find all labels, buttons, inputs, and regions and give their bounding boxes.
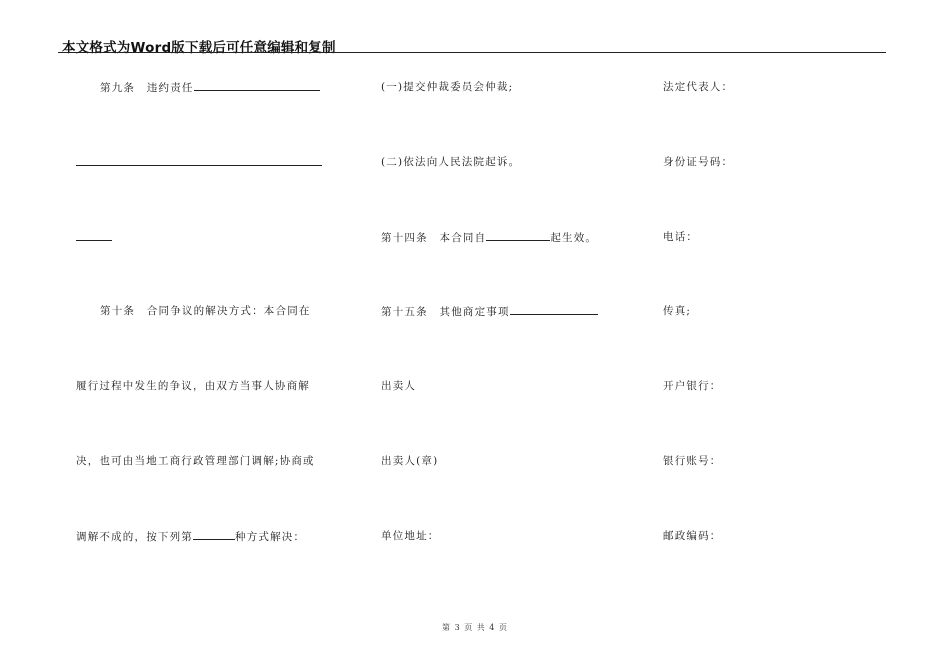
fill-blank	[76, 230, 112, 241]
page-number: 第 3 页 共 4 页	[442, 623, 508, 632]
document-header-title: 本文格式为Word版下载后可任意编辑和复制	[62, 40, 336, 56]
arbitration-option: (一)提交仲裁委员会仲裁;	[381, 81, 514, 93]
article-14-text-a: 第十四条 本合同自	[381, 232, 487, 244]
seller-label: 出卖人	[381, 380, 417, 392]
resolution-text-a: 调解不成的，按下列第	[76, 531, 193, 543]
fill-blank	[194, 80, 320, 91]
unit-address-label: 单位地址：	[381, 530, 440, 542]
article-14-line	[381, 230, 597, 245]
court-option: (二)依法向人民法院起诉。	[381, 156, 521, 168]
article-10-line-4	[76, 529, 305, 544]
article-10-line-2: 履行过程中发生的争议，由双方当事人协商解	[76, 380, 310, 392]
postal-code-label: 邮政编码：	[663, 530, 722, 542]
article-10-line: 第十条 合同争议的解决方式：本合同在	[100, 305, 311, 317]
header-divider	[58, 52, 886, 53]
blank-line-full	[76, 155, 322, 170]
article-15-line	[381, 304, 598, 319]
bank-label: 开户银行：	[663, 380, 722, 392]
fill-blank	[193, 529, 235, 540]
article-10-line-3: 决，也可由当地工商行政管理部门调解;协商或	[76, 455, 315, 467]
fax-label: 传真;	[663, 305, 692, 317]
id-number-label: 身份证号码：	[663, 156, 734, 168]
fill-blank	[510, 304, 598, 315]
article-15-text: 第十五条 其他商定事项	[381, 306, 510, 318]
phone-label: 电话：	[663, 231, 699, 243]
bank-account-label: 银行账号：	[663, 455, 722, 467]
legal-representative-label: 法定代表人：	[663, 81, 734, 93]
blank-line-short	[76, 230, 112, 245]
article-9-label: 第九条 违约责任	[100, 82, 194, 94]
article-9-line	[100, 80, 320, 95]
article-14-text-b: 起生效。	[550, 232, 598, 244]
seller-seal-label: 出卖人(章)	[381, 455, 439, 467]
resolution-text-b: 种方式解决：	[235, 531, 306, 543]
fill-blank	[486, 230, 550, 241]
fill-blank	[76, 155, 322, 166]
